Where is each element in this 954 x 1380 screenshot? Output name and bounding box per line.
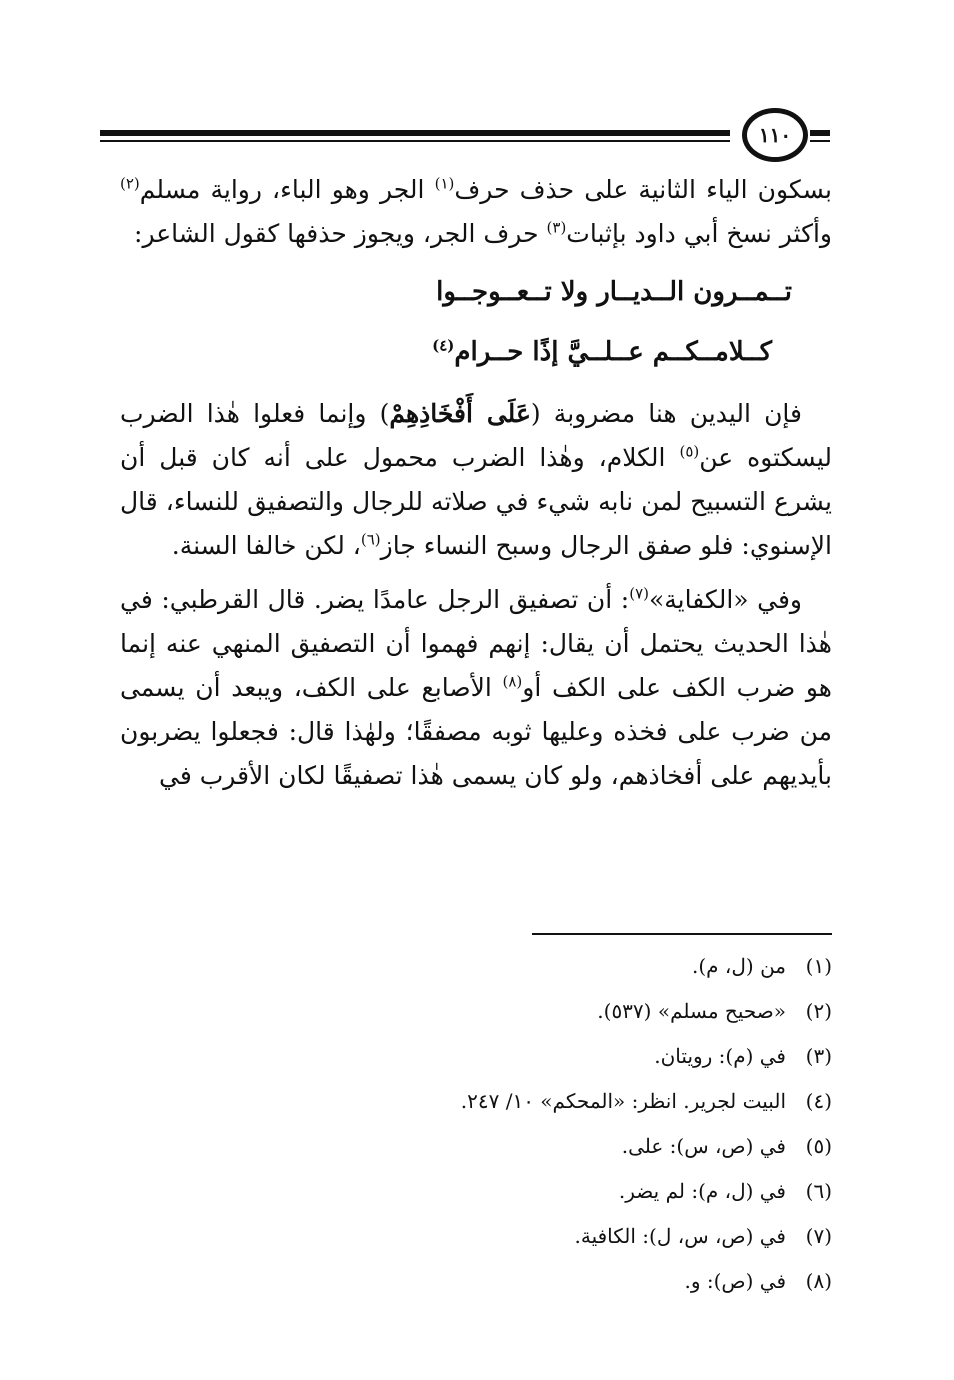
footnote-number: (٢) xyxy=(805,999,832,1023)
header-rule-right-thin xyxy=(810,140,830,142)
footnote-number: (٥) xyxy=(805,1134,832,1158)
page-number: ١١٠ xyxy=(742,108,808,162)
text-run: الجر وهو الباء، رواية مسلم xyxy=(139,175,435,204)
text-run: بسكون الياء الثانية على حذف حرف xyxy=(454,175,833,204)
text-run: : أن تصفيق الرجل عامدًا يضر. قال القرطبي: في هٰذا الحديث يحتمل أن يقال: إنهم فهموا أن التصفيق المنهي عنه إنما هو ضرب الكف على الكف أو xyxy=(120,585,832,702)
paragraph-1 xyxy=(120,168,832,256)
text-run: كــلامــكــم عــلــيَّ إذًا حــرام xyxy=(454,337,772,367)
footnote-number: (٧) xyxy=(805,1224,832,1248)
footnote-item xyxy=(120,1214,832,1259)
footnote-text: في (ص، س، ل): الكافية. xyxy=(574,1224,786,1248)
text-run: الكلام، وهٰذا الضرب محمول على أنه كان قبل أن يشرع التسبيح لمن نابه شيء في صلاته للرجال والتصفيق للنساء، قال الإسنوي: فلو صفق الرجال وسبح النساء جاز xyxy=(120,443,832,560)
paragraph-2 xyxy=(120,392,832,568)
page-header xyxy=(100,108,830,168)
footnotes-list xyxy=(120,944,832,1304)
footnote-text: في (ل، م): لم يضر. xyxy=(618,1179,786,1203)
text-run: فإن اليدين هنا مضروبة ( xyxy=(530,399,802,428)
verse-line-2 xyxy=(120,322,792,382)
paragraph-3 xyxy=(120,578,832,798)
footnote-number: (٣) xyxy=(805,1044,832,1068)
footnote-text: في (م): رويتان. xyxy=(654,1044,786,1068)
header-rule-thick xyxy=(100,130,730,136)
footnote-text: في (ص): و. xyxy=(684,1269,786,1293)
quran-quote: عَلَى أَفْخَاذِهِمْ xyxy=(389,399,531,428)
text-run: حرف الجر، ويجوز حذفها كقول الشاعر: xyxy=(134,219,547,248)
footnote-item xyxy=(120,1079,832,1124)
footnote-ref-8[interactable]: (٨) xyxy=(502,672,523,691)
text-run: ، لكن خالفا السنة. xyxy=(171,531,361,560)
footnote-item xyxy=(120,1169,832,1214)
footnote-number: (١) xyxy=(805,954,832,978)
footnote-ref-6[interactable]: (٦) xyxy=(360,530,381,549)
footnote-text: البيت لجرير. انظر: «المحكم» ١٠/ ٢٤٧. xyxy=(460,1089,786,1113)
footnote-item xyxy=(120,944,832,989)
footnote-ref-5[interactable]: (٥) xyxy=(679,442,700,461)
footnote-item xyxy=(120,1124,832,1169)
header-rule-thin xyxy=(100,140,730,142)
footnote-ref-2[interactable]: (٢) xyxy=(120,174,140,193)
footnote-number: (٦) xyxy=(805,1179,832,1203)
footnote-item xyxy=(120,1034,832,1079)
poetry-verse xyxy=(120,262,832,382)
header-rule-right-thick xyxy=(810,130,830,136)
footnote-item xyxy=(120,989,832,1034)
footnote-ref-1[interactable]: (١) xyxy=(434,174,455,193)
text-run: وفي «الكفاية» xyxy=(648,585,802,614)
verse-line-1: تــمــرون الــديــار ولا تــعــوجــوا xyxy=(436,277,792,307)
footnote-ref-4[interactable]: (٤) xyxy=(432,336,455,355)
footnote-number: (٨) xyxy=(805,1269,832,1293)
footnote-number: (٤) xyxy=(805,1089,832,1113)
footnote-ref-7[interactable]: (٧) xyxy=(629,584,649,603)
footnote-item xyxy=(120,1259,832,1304)
footnote-text: من (ل، م). xyxy=(692,954,786,978)
text-run: ) وإنما فعلوا هٰذا الضرب ليسكتوه عن xyxy=(120,399,832,472)
main-text xyxy=(120,168,832,798)
footnote-text: في (ص، س): على. xyxy=(621,1134,786,1158)
footnote-separator xyxy=(532,933,832,935)
footnote-text: «صحيح مسلم» (٥٣٧). xyxy=(597,999,786,1023)
footnote-ref-3[interactable]: (٣) xyxy=(546,218,567,237)
text-run: وأكثر نسخ أبي داود بإثبات xyxy=(566,219,832,248)
text-run: الأصابع على الكف، ويبعد أن يسمى من ضرب على فخذه وعليها ثوبه مصفقًا؛ ولهٰذا قال: فجعلوا يضربون بأيديهم على أفخاذهم، ولو كان يسمى هٰذا تصفيقًا لكان الأقرب في xyxy=(120,673,832,790)
